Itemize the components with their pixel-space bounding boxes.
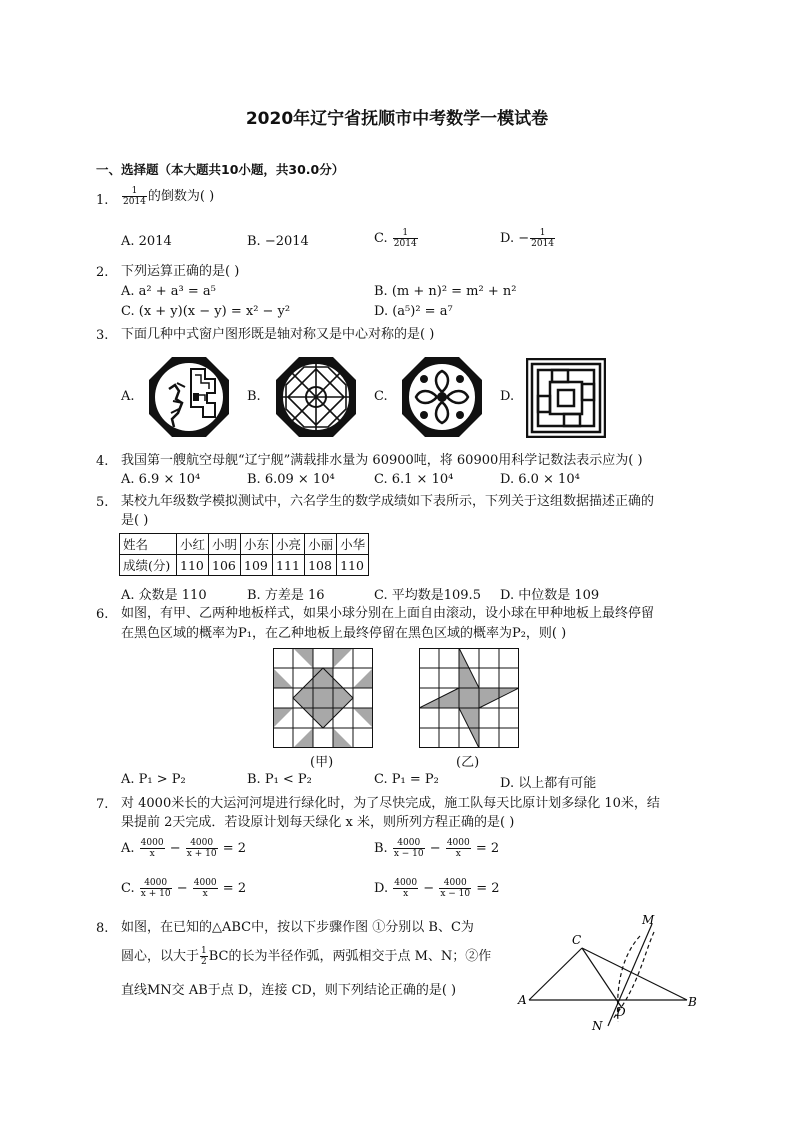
table-cell: 小华: [337, 534, 369, 555]
q2-stem: 下列运算正确的是( ): [121, 264, 240, 279]
q1-option-d[interactable]: D. − $\frac{1}{2014}$: [500, 228, 555, 249]
table-row: [120, 534, 369, 555]
q6-stem-line1: 如图，有甲、乙两种地板样式，如果小球分别在上面自由滚动，设小球在甲种地板上最终停留: [121, 606, 655, 621]
q4-option-a[interactable]: A. 6.9 × 10⁴: [121, 472, 201, 487]
q2-option-b[interactable]: B. (m + n)² = m² + n²: [374, 284, 517, 299]
q4-option-d[interactable]: D. 6.0 × 10⁴: [500, 472, 580, 487]
q7-option-a[interactable]: A. $\frac{4000}{x}$ − $\frac{4000}{x + 10}$ = 2: [121, 838, 246, 859]
q5-score-table: [119, 533, 369, 576]
q8-stem-line1: 如图，在已知的△ABC中，按以下步骤作图 ①分别以 B、C为: [121, 920, 474, 935]
q4-number: 4.: [96, 454, 109, 469]
q1-fraction: $\frac{1}{2014}$: [123, 186, 146, 207]
q6-option-d[interactable]: D. 以上都有可能: [500, 776, 597, 791]
point-d-label: D: [616, 1005, 626, 1019]
q2-option-a[interactable]: A. a² + a³ = a⁵: [121, 284, 216, 299]
floor-yi-caption: (乙): [456, 755, 480, 770]
q5-option-d[interactable]: D. 中位数是 109: [500, 588, 600, 603]
vertex-b-label: B: [688, 995, 697, 1009]
q6-option-a[interactable]: A. P₁ > P₂: [121, 772, 186, 787]
table-cell: 111: [273, 555, 305, 576]
q4-stem: 我国第一艘航空母舰“辽宁舰”满载排水量为 60900吨，将 60900用科学记数法表示应为( ): [121, 453, 643, 468]
floor-jia-image: [273, 648, 373, 748]
q1-option-b[interactable]: B. −2014: [247, 234, 309, 249]
q6-option-c[interactable]: C. P₁ = P₂: [374, 772, 439, 787]
table-cell: 小亮: [273, 534, 305, 555]
q1-stem: $\frac{1}{2014}$ 的倒数为( ): [123, 186, 215, 207]
window-b-image: [274, 355, 358, 439]
q2-number: 2.: [96, 265, 109, 280]
q8-number: 8.: [96, 921, 109, 936]
point-m-label: M: [642, 913, 655, 927]
q6-stem-line2: 在黑色区域的概率为P₁，在乙种地板上最终停留在黑色区域的概率为P₂，则( ): [121, 626, 567, 641]
q3-option-c[interactable]: C.: [374, 389, 388, 404]
table-cell: 110: [177, 555, 209, 576]
q3-option-a[interactable]: A.: [121, 389, 135, 404]
point-n-label: N: [592, 1019, 603, 1033]
q8-stem-line2: 圆心，以大于 $\frac{1}{2}$ BC的长为半径作弧，两弧相交于点 M、N；②作: [121, 946, 492, 967]
q3-number: 3.: [96, 328, 109, 343]
q4-option-b[interactable]: B. 6.09 × 10⁴: [247, 472, 335, 487]
q5-number: 5.: [96, 495, 109, 510]
table-row: [120, 555, 369, 576]
q5-stem-line1: 某校九年级数学模拟测试中，六名学生的数学成绩如下表所示，下列关于这组数据描述正确的: [121, 494, 655, 509]
window-c-image: [400, 355, 484, 439]
q5-option-b[interactable]: B. 方差是 16: [247, 588, 325, 603]
q7-stem-line1: 对 4000米长的大运河河堤进行绿化时，为了尽快完成，施工队每天比原计划多绿化 10米，结: [121, 796, 660, 811]
q8-triangle-diagram: [512, 910, 702, 1035]
page-title: 2020年辽宁省抚顺市中考数学一模试卷: [245, 109, 549, 129]
q7-number: 7.: [96, 797, 109, 812]
q7-stem-line2: 果提前 2天完成．若设原计划每天绿化 x 米，则所列方程正确的是( ): [121, 815, 515, 830]
q1-option-c[interactable]: C. $\frac{1}{2014}$: [374, 228, 417, 249]
table-cell: 109: [241, 555, 273, 576]
floor-yi-image: [419, 648, 519, 748]
q3-stem: 下面几种中式窗户图形既是轴对称又是中心对称的是( ): [121, 327, 435, 342]
vertex-a-label: A: [518, 993, 527, 1007]
q6-number: 6.: [96, 607, 109, 622]
q5-stem-line2: 是( ): [121, 513, 149, 528]
table-cell: 小红: [177, 534, 209, 555]
q3-option-d[interactable]: D.: [500, 389, 515, 404]
table-cell: 110: [337, 555, 369, 576]
vertex-c-label: C: [572, 933, 582, 947]
table-cell: 108: [305, 555, 337, 576]
floor-jia-caption: (甲): [310, 755, 334, 770]
q5-option-c[interactable]: C. 平均数是109.5: [374, 588, 481, 603]
table-cell: 106: [209, 555, 241, 576]
q6-option-b[interactable]: B. P₁ < P₂: [247, 772, 312, 787]
table-cell: 小东: [241, 534, 273, 555]
q2-option-d[interactable]: D. (a⁵)² = a⁷: [374, 304, 453, 319]
q5-option-a[interactable]: A. 众数是 110: [121, 588, 207, 603]
q7-option-c[interactable]: C. $\frac{4000}{x + 10}$ − $\frac{4000}{x}$ = 2: [121, 878, 247, 899]
q8-stem-line3: 直线MN交 AB于点 D，连接 CD，则下列结论正确的是( ): [121, 983, 457, 998]
window-a-image: [147, 355, 231, 439]
q1-option-a[interactable]: A. 2014: [121, 234, 172, 249]
table-cell: 姓名: [120, 534, 177, 555]
q2-option-c[interactable]: C. (x + y)(x − y) = x² − y²: [121, 304, 291, 319]
q1-number: 1.: [96, 193, 109, 208]
q7-option-b[interactable]: B. $\frac{4000}{x - 10}$ − $\frac{4000}{x}$ = 2: [374, 838, 500, 859]
q3-option-b[interactable]: B.: [247, 389, 261, 404]
q7-option-d[interactable]: D. $\frac{4000}{x}$ − $\frac{4000}{x - 10}$ = 2: [374, 878, 500, 899]
window-d-image: [526, 358, 606, 438]
section-heading: 一、选择题（本大题共10小题，共30.0分）: [96, 162, 345, 177]
table-cell: 小丽: [305, 534, 337, 555]
table-cell: 小明: [209, 534, 241, 555]
q4-option-c[interactable]: C. 6.1 × 10⁴: [374, 472, 454, 487]
table-cell: 成绩(分): [120, 555, 177, 576]
